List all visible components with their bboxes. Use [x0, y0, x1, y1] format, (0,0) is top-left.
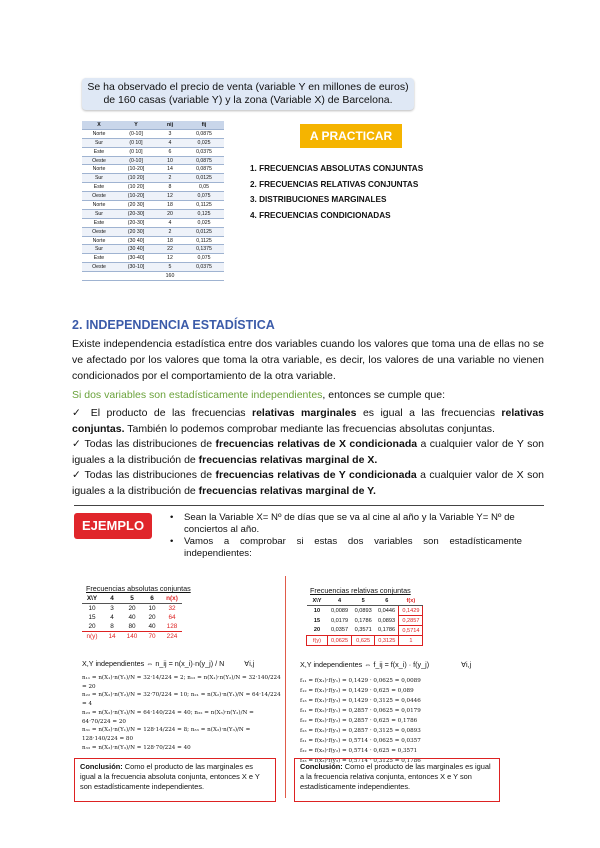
col-header: fij [184, 121, 224, 129]
calc-line: f₃₂ = f(x₃)·f(y₂) = 0,5714 · 0,625 = 0,3571 [300, 748, 418, 754]
section-title: 2. INDEPENDENCIA ESTADÍSTICA [72, 318, 275, 332]
cell: 0,0893 [377, 617, 396, 624]
table-row [82, 604, 182, 614]
table-row [307, 616, 423, 626]
cell: 6 [142, 594, 162, 604]
cell: 10 [148, 605, 156, 612]
cell: 0,1786 [354, 617, 372, 624]
cell: f(x) [399, 596, 423, 606]
cell: 80 [128, 623, 136, 630]
text: X,Y independientes ⇔ f_ij = f(x_i) · f(y_j) [300, 660, 430, 669]
cell: 6 [156, 147, 184, 156]
bullet-2 [72, 436, 544, 468]
table-row [82, 183, 224, 192]
ejemplo-badge: EJEMPLO [74, 513, 152, 539]
problem-banner [82, 78, 414, 110]
cell: (0-10] [116, 156, 156, 165]
abs-table-title: Frecuencias absolutas conjuntas [86, 584, 191, 593]
text: Vamos a comprobar si estas dos variables son estadísticamente independientes: [184, 536, 522, 559]
col-header: nij [156, 121, 184, 129]
cell: Oeste [82, 192, 116, 201]
cell: 140 [126, 633, 138, 640]
table-row [82, 165, 224, 174]
cell: 4 [102, 594, 122, 604]
table-row [82, 209, 224, 218]
table-row [82, 147, 224, 156]
practice-item: 3. DISTRIBUCIONES MARGINALES [250, 195, 387, 204]
cell: 0,1429 [399, 606, 423, 616]
cell: 160 [156, 272, 184, 281]
text: frecuencias relativas de Y condicionada [215, 469, 417, 481]
cell: (10-20] [116, 165, 156, 174]
cell: Oeste [82, 227, 116, 236]
cell: (10-20] [116, 192, 156, 201]
abs-calcs [82, 674, 282, 752]
rel-calcs [300, 676, 540, 766]
text: frecuencias relativas de X condicionada [215, 438, 418, 450]
cell: (0 10] [116, 147, 156, 156]
cell: X\Y [82, 594, 102, 604]
text: ✓ Todas las distribuciones de [72, 438, 216, 450]
cell: 10 [313, 607, 321, 614]
cell: 18 [156, 201, 184, 210]
cell: 0,0625 [328, 636, 352, 646]
text: relativas conjuntas. [72, 407, 545, 435]
rel-freq-table [306, 596, 423, 646]
cell: (20 30] [116, 201, 156, 210]
table-row [82, 254, 224, 263]
cell: 0,1786 [377, 627, 396, 634]
table-header-row [307, 596, 423, 606]
table-row [82, 613, 182, 622]
table-row [82, 622, 182, 632]
table-row [82, 129, 224, 138]
cell: 0,0875 [184, 129, 224, 138]
cell: Norte [82, 236, 116, 245]
cell: 0,2857 [399, 616, 423, 626]
cell [82, 272, 116, 281]
table-row [307, 626, 423, 636]
cell: 12 [156, 254, 184, 263]
practicar-badge: A PRACTICAR [300, 124, 402, 148]
text: frecuencias relativas marginal de X. [198, 454, 378, 466]
cell: 32 [168, 605, 176, 612]
cell: 0,0446 [377, 607, 396, 614]
cell: Oeste [82, 263, 116, 272]
condition-green: Si dos variables son estadísticamente independientes [72, 389, 323, 401]
cell: 0,0089 [331, 607, 349, 614]
text: X,Y independientes ⇔ n_ij = n(x_i)·n(y_j) / N [82, 659, 225, 668]
cell: 0,025 [184, 138, 224, 147]
cell: (30 40] [116, 245, 156, 254]
text: ∀i,j [244, 659, 255, 668]
cell: X\Y [307, 596, 328, 606]
cell: 0,025 [184, 218, 224, 227]
rel-formula [300, 660, 471, 669]
table-row [82, 245, 224, 254]
text: Como el producto de las marginales es igual a la frecuencia absoluta conjunta, entonces X e Y son estadísticamente independientes. [80, 762, 260, 791]
cell: n(x) [162, 594, 182, 604]
cell: (10 20] [116, 183, 156, 192]
abs-freq-table [82, 594, 182, 641]
text: Conclusión: [80, 762, 123, 771]
table-row [82, 272, 224, 281]
cell: 4 [156, 138, 184, 147]
cell: (20-30] [116, 218, 156, 227]
cell: 0,0875 [184, 156, 224, 165]
cell: 0,1125 [184, 236, 224, 245]
practice-item: 1. FRECUENCIAS ABSOLUTAS CONJUNTAS [250, 164, 424, 173]
calc-line: f₂₁ = f(x₂)·f(y₁) = 0,2857 · 0,0625 = 0,0179 [300, 708, 421, 714]
rel-table-title: Frecuencias relativas conjuntas [310, 586, 411, 595]
table-footer-row [82, 632, 182, 642]
cell: 0,125 [184, 209, 224, 218]
abs-formula [82, 659, 254, 668]
cell: 1 [399, 636, 423, 646]
text: ✓ Todas las distribuciones de [72, 469, 216, 481]
cell: (20-30] [116, 209, 156, 218]
cell: 70 [148, 633, 156, 640]
cell: (30 40] [116, 236, 156, 245]
banner-line-2: de 160 casas (variable Y) y la zona (Variable X) de Barcelona. [103, 94, 393, 106]
cell: 4 [328, 596, 352, 606]
cell: 0,3125 [375, 636, 399, 646]
calc-line: n₃₃ = n(X₃)·n(Y₃)/N = 128·70/224 = 40 [82, 744, 191, 751]
house-data-table [82, 121, 224, 281]
cell: 2 [156, 227, 184, 236]
table-row [82, 236, 224, 245]
text: relativas marginales [251, 407, 357, 419]
text: También lo podemos comprobar mediante las frecuencias absolutas conjuntas. [124, 423, 495, 435]
table-row [82, 174, 224, 183]
cell: Este [82, 254, 116, 263]
cell: 0,1125 [184, 201, 224, 210]
cell: 5 [156, 263, 184, 272]
cell: 0,0375 [184, 147, 224, 156]
cell: n(y) [86, 633, 98, 640]
cell: 0,3571 [354, 627, 372, 634]
cell: (0 10] [116, 138, 156, 147]
condition-line [72, 387, 544, 403]
divider [74, 505, 544, 506]
cell: 0,0125 [184, 174, 224, 183]
cell: 0,625 [352, 636, 375, 646]
text: Como el producto de las marginales es igual a la frecuencia relativa conjunta, entonces X e Y son estadísticamente independientes. [300, 762, 491, 791]
practice-item: 2. FRECUENCIAS RELATIVAS CONJUNTAS [250, 179, 419, 189]
cell: 0,0375 [184, 263, 224, 272]
calc-line: n₂₂ = n(X₂)·n(Y₂)/N = 32·70/224 = 10; n₂₁ = n(X₂)·n(Y₁)/N = 64·14/224 = 4 [82, 692, 281, 708]
text: a cualquier valor de Y son iguales a la distribución de [72, 438, 544, 466]
cell: Sur [82, 209, 116, 218]
text: es igual a las frecuencias [356, 407, 502, 419]
cell: 14 [156, 165, 184, 174]
cell: (20 30] [116, 227, 156, 236]
practice-item: 4. FRECUENCIAS CONDICIONADAS [250, 210, 391, 220]
table-footer-row [307, 636, 423, 646]
conclusion-abs [74, 758, 276, 802]
cell: 15 [88, 614, 96, 621]
calc-line: n₃₁ = n(X₃)·n(Y₁)/N = 128·14/224 = 8; n₃₃ = n(X₃)·n(Y₃)/N = 128·140/224 = 80 [82, 727, 251, 742]
text: Conclusión: [300, 762, 343, 771]
table-header-row [82, 594, 182, 604]
cell: 4 [110, 614, 114, 621]
calc-line: f₁₁ = f(x₁)·f(y₁) = 0,1429 · 0,0625 = 0,0089 [300, 678, 421, 684]
cell: 22 [156, 245, 184, 254]
cell: 0,0179 [331, 617, 349, 624]
cell: 0,05 [184, 183, 224, 192]
table-row [82, 263, 224, 272]
cell: 6 [375, 596, 399, 606]
cell: 0,0125 [184, 227, 224, 236]
bullet-3 [72, 467, 544, 499]
cell: 40 [148, 623, 156, 630]
calc-line: f₃₃ = f(x₃)·f(y₃) = 0,5714 · 0,3125 = 0,1786 [300, 758, 421, 764]
cell: 0,0893 [354, 607, 372, 614]
table-row [82, 218, 224, 227]
table-body [82, 129, 224, 280]
cell: 8 [156, 183, 184, 192]
calc-line: f₂₂ = f(x₂)·f(y₂) = 0,2857 · 0,625 = 0,1786 [300, 718, 418, 724]
cell: (10 20] [116, 174, 156, 183]
cell: 10 [88, 605, 96, 612]
text: Sean la Variable X= Nº de días que se va al cine al año y la Variable Y= Nº de conciertos al año. [184, 512, 515, 535]
ejemplo-bullet: • Vamos a comprobar si estas dos variables son estadísticamente independientes: [170, 536, 522, 559]
cell: 15 [313, 617, 321, 624]
cell: 20 [148, 614, 156, 621]
text: ✓ El producto de las frecuencias [72, 407, 252, 419]
cell: 0,1375 [184, 245, 224, 254]
cell: 10 [156, 156, 184, 165]
cell: Este [82, 147, 116, 156]
cell: 0,075 [184, 254, 224, 263]
cell: 20 [156, 209, 184, 218]
table-row [82, 192, 224, 201]
cell: (30-10] [116, 263, 156, 272]
cell: 0,0875 [184, 165, 224, 174]
cell [184, 272, 224, 281]
intro-paragraph: Existe independencia estadística entre dos variables cuando los valores que toma una de ellas no se ve afectado por los valores que toma la otra variable, es decir, los valores de una variable no vienen condicionados por el comportamiento de la otra variable. [72, 338, 544, 382]
divider [285, 576, 286, 798]
col-header: Y [116, 121, 156, 129]
table-row [82, 156, 224, 165]
calc-line: n₂₃ = n(X₂)·n(Y₃)/N = 64·140/224 = 40; n₃₂ = n(X₃)·n(Y₂)/N = 64·70/224 = 20 [82, 709, 254, 725]
cell: 64 [168, 614, 176, 621]
cell: Oeste [82, 156, 116, 165]
cell: Norte [82, 201, 116, 210]
ejemplo-text [170, 512, 522, 560]
cell: (0-10] [116, 129, 156, 138]
table-row [82, 201, 224, 210]
cell: 5 [122, 594, 142, 604]
cell: Este [82, 218, 116, 227]
calc-line: n₁₁ = n(X₁)·n(Y₁)/N = 32·14/224 = 2; n₁₂ = n(X₁)·n(Y₂)/N = 32·140/224 = 20 [82, 675, 281, 690]
calc-line: f₂₃ = f(x₂)·f(y₃) = 0,2857 · 0,3125 = 0,0893 [300, 728, 421, 734]
cell: 8 [110, 623, 114, 630]
cell: 5 [352, 596, 375, 606]
cell: 2 [156, 174, 184, 183]
calc-line: f₃₁ = f(x₃)·f(y₁) = 0,5714 · 0,0625 = 0,0357 [300, 738, 421, 744]
cell: 14 [108, 633, 116, 640]
cell: Este [82, 183, 116, 192]
conclusion-rel [294, 758, 500, 802]
text: a cualquier valor de X son iguales a la distribución de [72, 469, 545, 497]
text: ∀i,j [461, 660, 472, 669]
col-header: X [82, 121, 116, 129]
cell [116, 272, 156, 281]
cell: 0,0357 [331, 627, 349, 634]
cell: 3 [110, 605, 114, 612]
cell: (30-40] [116, 254, 156, 263]
table-row [82, 227, 224, 236]
condition-rest: , entonces se cumple que: [322, 389, 445, 401]
cell: 20 [128, 605, 136, 612]
cell: 3 [156, 129, 184, 138]
ejemplo-bullet: • Sean la Variable X= Nº de días que se va al cine al año y la Variable Y= Nº de conciertos al año. [170, 512, 515, 535]
cell: 12 [156, 192, 184, 201]
table-row [82, 138, 224, 147]
bullet-1 [72, 405, 544, 437]
banner-line-1: Se ha observado el precio de venta (variable Y en millones de euros) [87, 81, 409, 93]
cell: f(y) [307, 636, 328, 646]
calc-line: f₁₃ = f(x₁)·f(y₃) = 0,1429 · 0,3125 = 0,0446 [300, 698, 421, 704]
table-header-row [82, 121, 224, 129]
cell: 20 [88, 623, 96, 630]
table-row [307, 606, 423, 616]
cell: Norte [82, 165, 116, 174]
cell: 0,5714 [399, 626, 423, 636]
cell: 40 [128, 614, 136, 621]
cell: Norte [82, 129, 116, 138]
cell: 20 [313, 627, 321, 634]
cell: Sur [82, 138, 116, 147]
cell: 128 [166, 623, 178, 630]
calc-line: f₁₂ = f(x₁)·f(y₂) = 0,1429 · 0,625 = 0,089 [300, 688, 414, 694]
cell: 18 [156, 236, 184, 245]
practice-list [250, 164, 423, 226]
text: frecuencias relativas marginal de Y. [198, 485, 376, 497]
cell: 224 [166, 633, 178, 640]
cell: Sur [82, 245, 116, 254]
cell: 4 [156, 218, 184, 227]
cell: Sur [82, 174, 116, 183]
cell: 0,075 [184, 192, 224, 201]
